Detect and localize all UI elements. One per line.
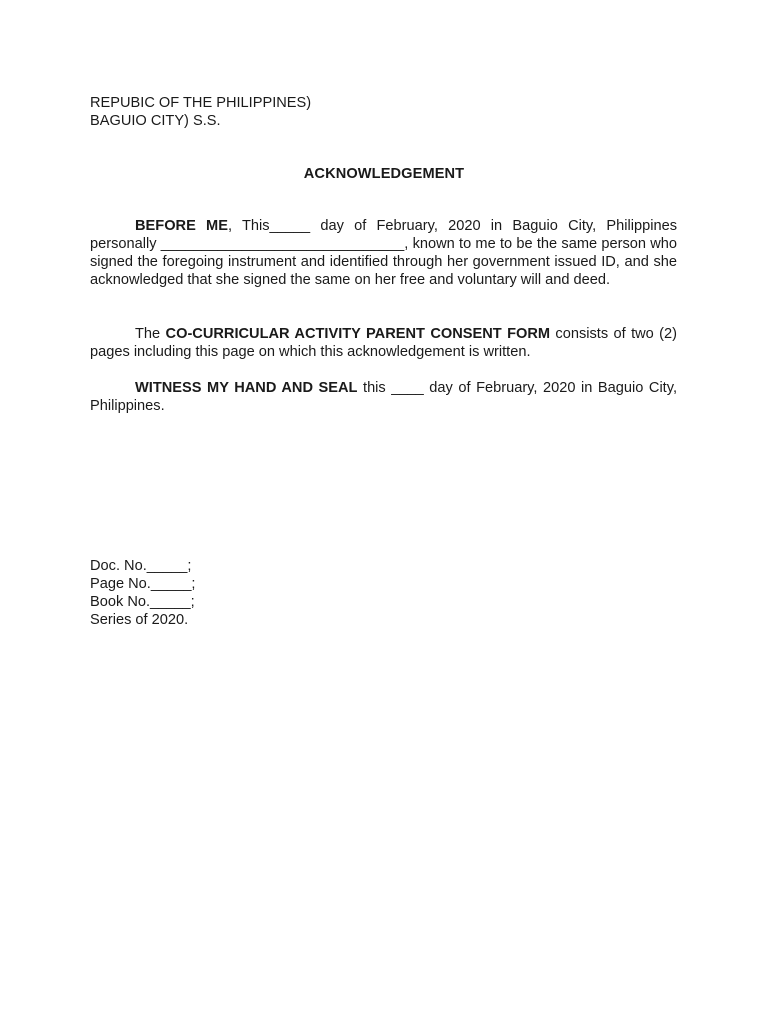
paragraph-witness [90,379,677,415]
form-pages-pre: The [135,326,166,342]
venue-city: BAGUIO CITY) S.S. [90,113,221,129]
venue-block [90,94,311,130]
witness-text: this ____ day of February, 2020 in Baguio City, Philippines. [90,380,678,414]
form-pages-post: consists of two (2) pages including this page on which this acknowledgement is written. [90,326,678,360]
venue-country: REPUBIC OF THE PHILIPPINES) [90,95,312,111]
series-year: Series of 2020. [90,612,189,628]
doc-number: Doc. No._____; [90,558,192,574]
before-me-text: , This_____ day of February, 2020 in Baguio City, Philippines personally ______________________________, known to me to be the same person who signed the foregoing instrument and identified through her government issued ID, and she acknowledged that she signed the same on her free and voluntary will and deed. [90,218,677,288]
paragraph-form-pages [90,325,677,361]
document-title: ACKNOWLEDGEMENT [303,166,465,182]
form-name: CO-CURRICULAR ACTIVITY PARENT CONSENT FORM [165,326,551,342]
before-me-lead: BEFORE ME [135,218,228,234]
book-number: Book No._____; [90,594,195,610]
page-number: Page No._____; [90,576,196,592]
paragraph-before-me [90,217,677,289]
notarial-register [90,557,195,629]
witness-lead: WITNESS MY HAND AND SEAL [135,380,358,396]
